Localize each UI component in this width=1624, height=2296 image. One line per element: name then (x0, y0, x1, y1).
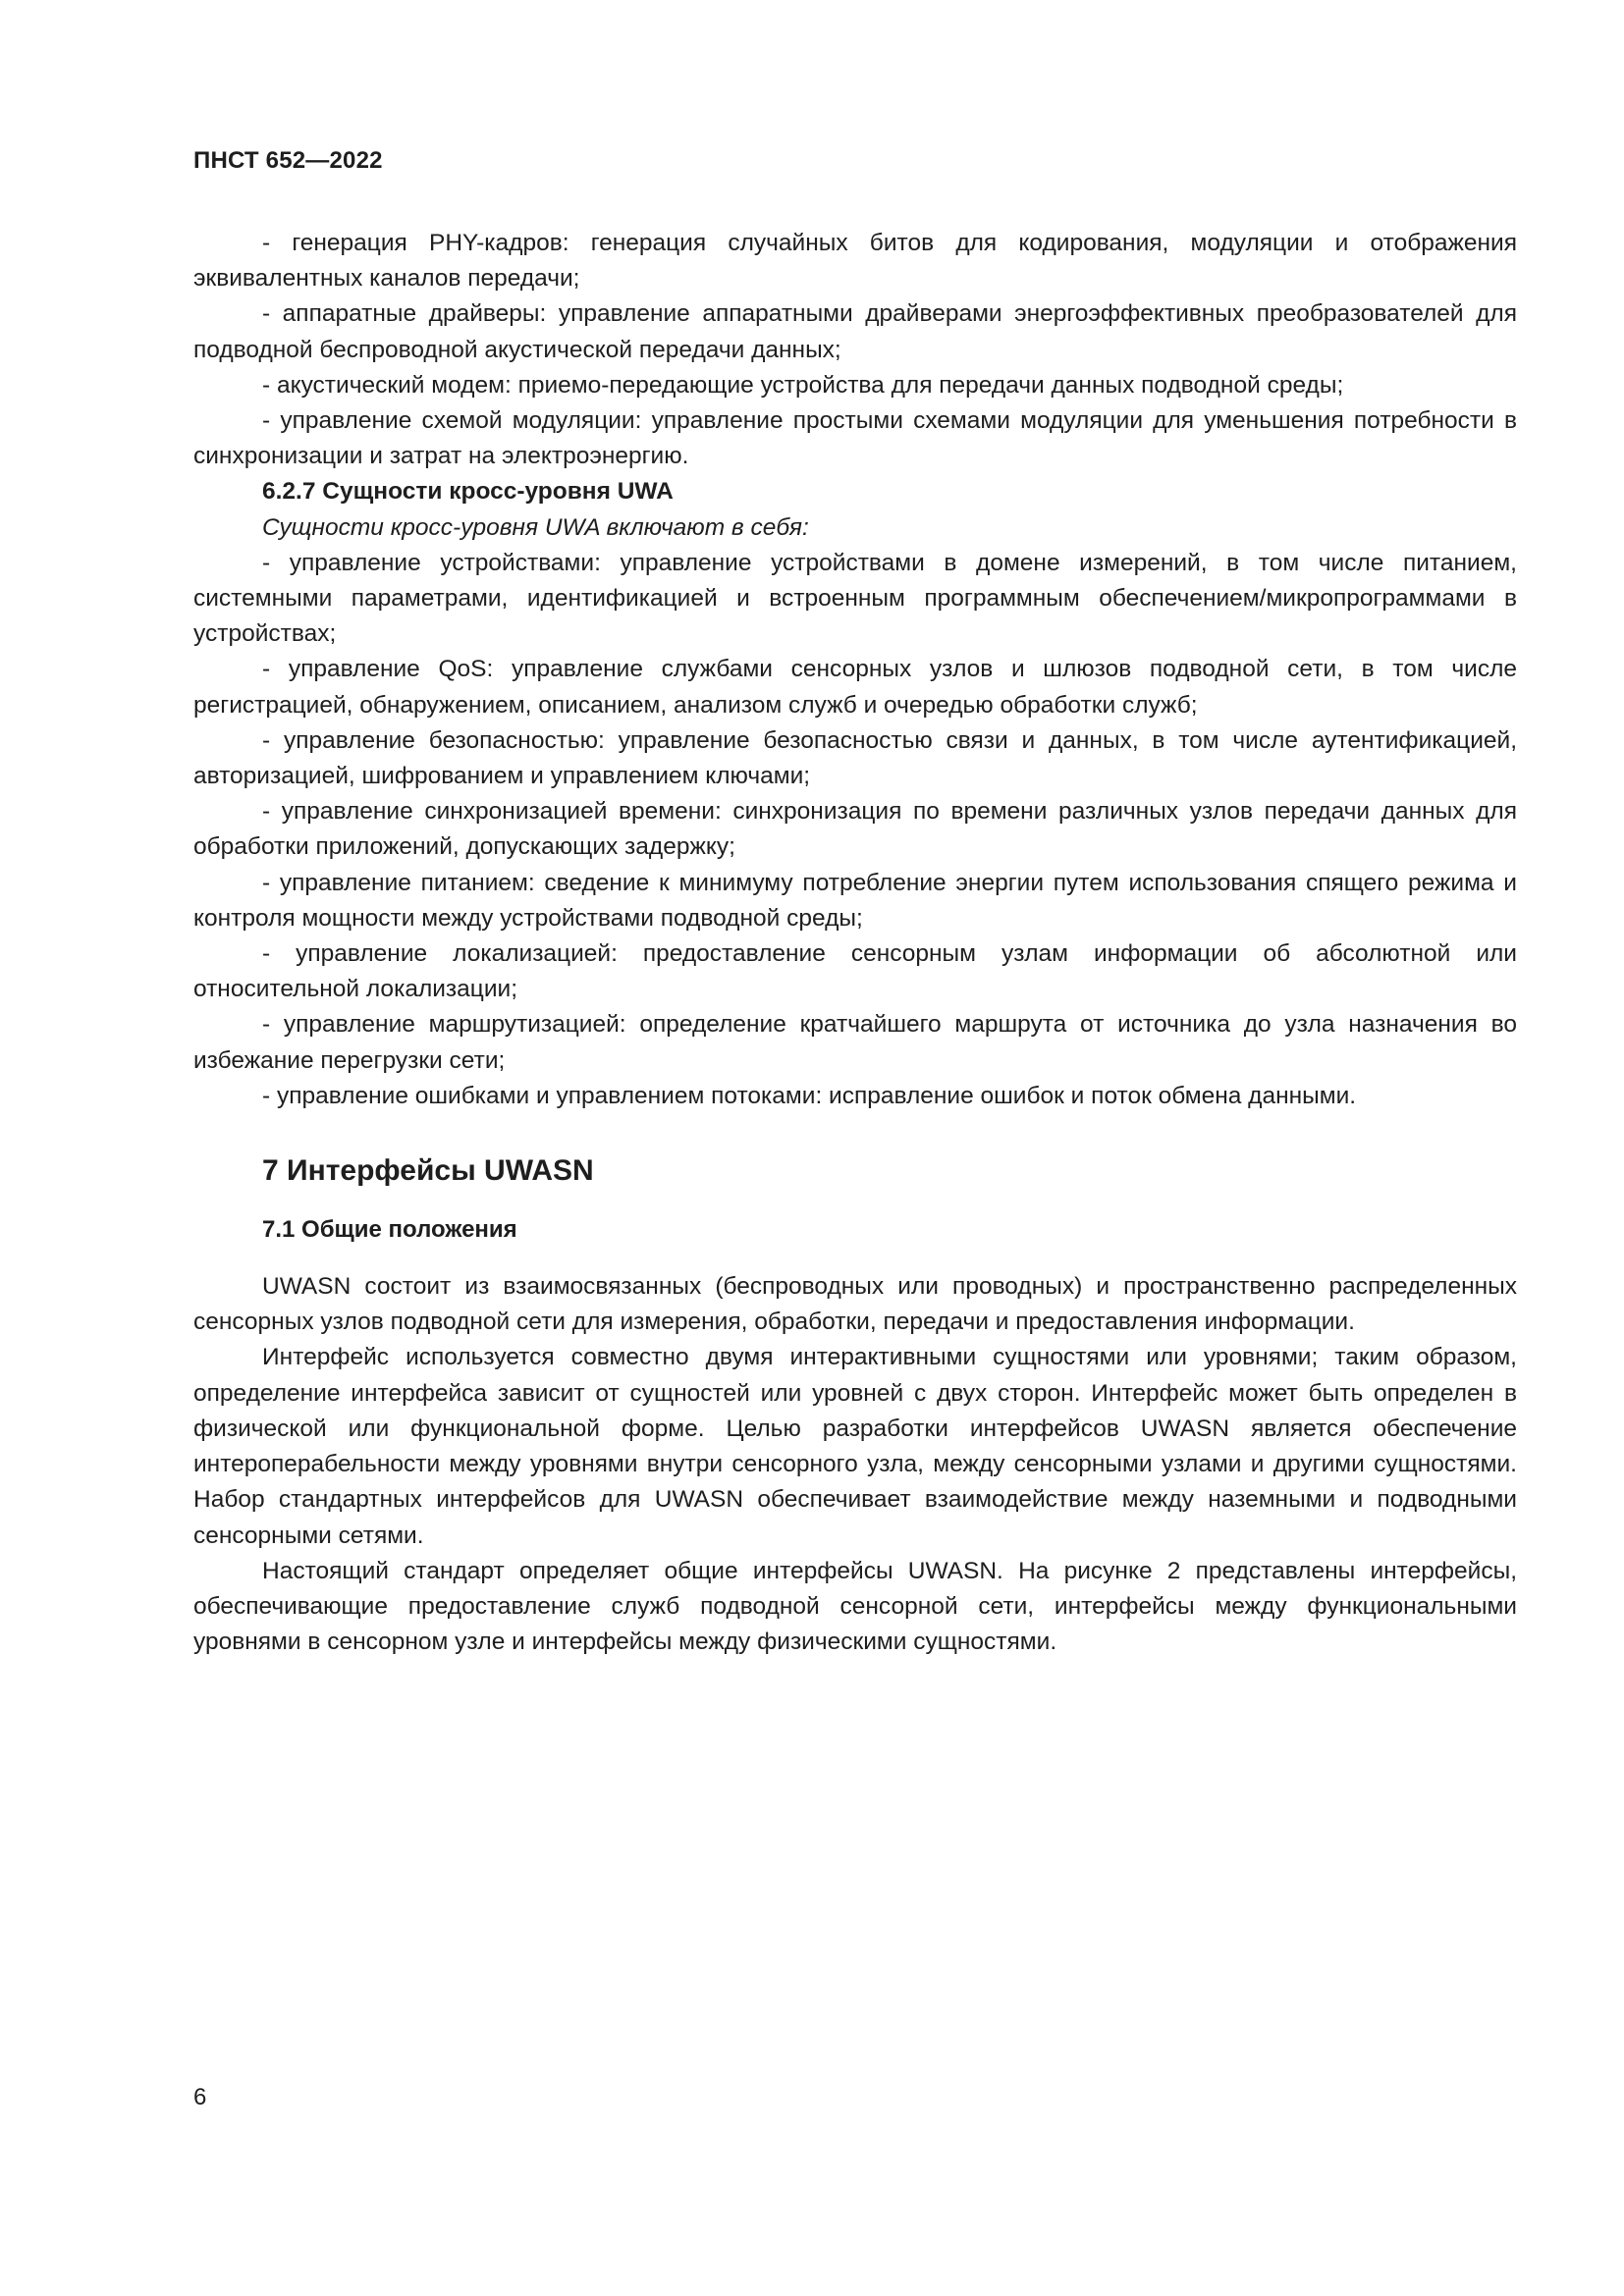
body-text (193, 226, 1517, 1660)
section-7-title: 7 Интерфейсы UWASN (262, 1154, 594, 1188)
list-item-qos-management: - управление QoS: управление службами сенсорных узлов и шлюзов подводной сети, в том числе регистрацией, обнаружением, описанием, анализом служб и очередью обработки служб; (193, 656, 1517, 719)
paragraph-uwasn-definition: UWASN состоит из взаимосвязанных (беспроводных или проводных) и пространственно распределенных сенсорных узлов подводной сети для измерения, обработки, передачи и предоставления информации. (193, 1273, 1517, 1336)
list-item-security-management: - управление безопасностью: управление безопасностью связи и данных, в том числе аутентификацией, авторизацией, шифрованием и управлением ключами; (193, 726, 1517, 790)
list-item-hardware-drivers: - аппаратные драйверы: управление аппаратными драйверами энергоэффективных преобразователей для подводной беспроводной акустической передачи данных; (193, 300, 1517, 363)
paragraph-standard-scope: Настоящий стандарт определяет общие интерфейсы UWASN. На рисунке 2 представлены интерфейсы, обеспечивающие предоставление служб подводной сенсорной сети, интерфейсы между функциональными уровнями в сенсорном узле и интерфейсы между физическими сущностями. (193, 1557, 1517, 1656)
list-item-localization-management: - управление локализацией: предоставление сенсорным узлам информации об абсолютной или относительной локализации; (193, 940, 1517, 1003)
list-item-routing-management: - управление маршрутизацией: определение кратчайшего маршрута от источника до узла назначения во избежание перегрузки сети; (193, 1011, 1517, 1074)
page-number: 6 (193, 2084, 207, 2110)
list-item-device-management: - управление устройствами: управление устройствами в домене измерений, в том числе питанием, системными параметрами, идентификацией и встроенным программным обеспечением/микропрограммами в устройствах; (193, 549, 1517, 648)
list-item-error-flow-management: - управление ошибками и управлением потоками: исправление ошибок и поток обмена данными. (262, 1082, 1357, 1109)
list-item-modulation-control: - управление схемой модуляции: управление простыми схемами модуляции для уменьшения потребности в синхронизации и затрат на электроэнергию. (193, 407, 1517, 470)
paragraph-interface-description: Интерфейс используется совместно двумя интерактивными сущностями или уровнями; таким образом, определение интерфейса зависит от сущностей или уровней с двух сторон. Интерфейс может быть определен в физической или функциональной форме. Целью разработки интерфейсов UWASN является обеспечение интероперабельности между уровнями внутри сенсорного узла, между сенсорными узлами и другими сущностями. Набор стандартных интерфейсов для UWASN обеспечивает взаимодействие между наземными и подводными сенсорными сетями. (193, 1344, 1517, 1549)
list-item-time-sync-management: - управление синхронизацией времени: синхронизация по времени различных узлов передачи данных для обработки приложений, допускающих задержку; (193, 798, 1517, 861)
list-item-power-management: - управление питанием: сведение к минимуму потребление энергии путем использования спящего режима и контроля мощности между устройствами подводной среды; (193, 869, 1517, 932)
list-item-phy-frames: - генерация PHY-кадров: генерация случайных битов для кодирования, модуляции и отображения эквивалентных каналов передачи; (193, 230, 1517, 293)
list-item-acoustic-modem: - акустический модем: приемо-передающие устройства для передачи данных подводной среды; (262, 371, 1344, 399)
subsection-7-1-title: 7.1 Общие положения (262, 1216, 517, 1244)
heading-6-2-7: 6.2.7 Сущности кросс-уровня UWA (262, 478, 674, 506)
document-code-header: ПНСТ 652—2022 (193, 147, 383, 174)
section-6-2-7-intro: Сущности кросс-уровня UWA включают в себя: (262, 513, 809, 541)
